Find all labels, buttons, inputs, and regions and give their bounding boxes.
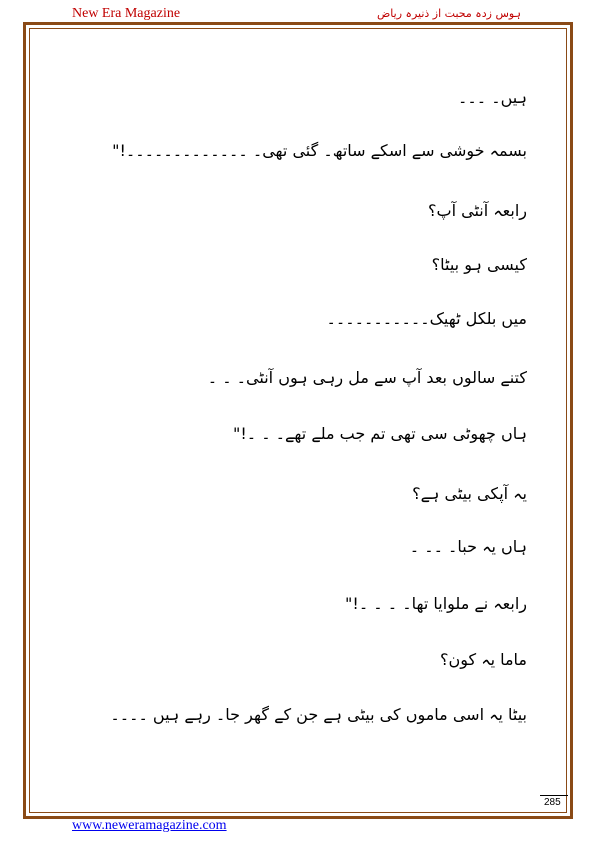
text-line: میں بلکل ٹھیک۔۔۔۔۔۔۔۔۔۔۔ [326,309,527,328]
text-line: ہاں یہ حبا۔ ۔۔ ۔ [409,537,527,556]
story-text [60,0,527,842]
text-line: ماما یہ کون؟ [439,650,527,669]
text-line: بسمہ خوشی سے اسکے ساتھ۔ گئی تھی۔ ۔۔۔۔۔۔۔۔۔۔۔۔۔!" [112,141,527,160]
text-line: رابعہ آنٹی آپ؟ [428,201,527,220]
text-line: رابعہ نے ملوایا تھا۔ ۔ ۔ ۔!" [345,594,527,613]
page-number: 285 [544,797,561,808]
story-title: ہوس زدہ محبت از ذنیرہ ریاض [377,7,521,20]
text-line: بیٹا یہ اسی ماموں کی بیٹی ہے جن کے گھر جا۔ رہے ہیں ۔۔۔۔ [110,705,527,724]
text-line: کتنے سالوں بعد آپ سے مل رہی ہوں آنٹی۔ ۔ ۔ [207,368,527,387]
website-link[interactable]: www.neweramagazine.com [72,818,227,833]
magazine-name: New Era Magazine [72,6,181,21]
text-line: یہ آپکی بیٹی ہے؟ [412,484,527,503]
text-line: ہاں چھوٹی سی تھی تم جب ملے تھے۔ ۔ ۔!" [232,424,527,443]
text-line: کیسی ہو بیٹا؟ [431,255,527,274]
text-line: ہیں۔ ۔۔۔ [458,88,527,107]
page-number-rule [540,795,568,796]
